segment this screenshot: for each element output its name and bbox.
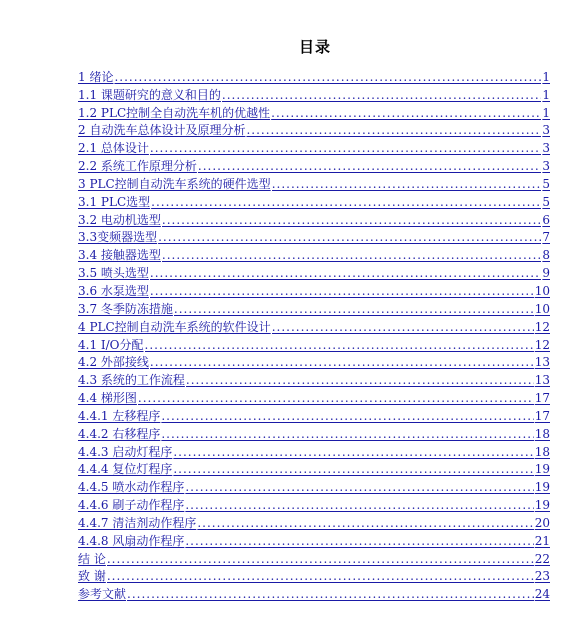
toc-dot-leader [161, 409, 533, 423]
toc-entry-label: 4.4.3 启动灯程序 [78, 444, 173, 459]
toc-entry-page-number: 5 [542, 176, 550, 191]
toc-entry-label: 4.3 系统的工作流程 [78, 373, 185, 388]
toc-entry[interactable] [78, 137, 550, 155]
toc-entry-label: 4.4.5 喷水动作程序 [78, 480, 185, 495]
toc-dot-leader [173, 445, 533, 459]
toc-entry-page-number: 7 [542, 230, 550, 245]
toc-entry-label: 4.4.4 复位灯程序 [78, 462, 173, 477]
toc-entry-label: 参考文献 [78, 587, 127, 602]
toc-entry-page-number: 3 [542, 159, 550, 174]
toc-title: 目录 [298, 38, 331, 56]
toc-entry[interactable] [78, 191, 550, 209]
toc-entry[interactable] [78, 280, 550, 298]
toc-entry[interactable] [78, 102, 550, 120]
toc-entry-page-number: 10 [534, 301, 550, 316]
toc-dot-leader [272, 177, 542, 191]
toc-entry-label: 4 PLC控制自动洗车系统的软件设计 [78, 319, 271, 334]
toc-list [78, 66, 550, 601]
toc-entry[interactable] [78, 369, 550, 387]
toc-entry-page-number: 1 [542, 69, 550, 84]
toc-dot-leader [150, 284, 534, 298]
toc-entry-label: 3.3变频器选型 [78, 230, 158, 245]
toc-dot-leader [150, 355, 534, 369]
toc-entry[interactable] [78, 66, 550, 84]
toc-entry-page-number: 23 [534, 569, 550, 584]
toc-entry-page-number: 1 [542, 105, 550, 120]
toc-entry-page-number: 3 [542, 141, 550, 156]
toc-entry-page-number: 20 [534, 515, 550, 530]
toc-dot-leader [107, 552, 534, 566]
toc-entry-label: 3.7 冬季防冻措施 [78, 301, 173, 316]
toc-entry-label: 结 论 [78, 551, 106, 566]
toc-entry-label: 2.2 系统工作原理分析 [78, 159, 197, 174]
toc-entry-page-number: 6 [542, 212, 550, 227]
toc-dot-leader [114, 70, 541, 84]
toc-dot-leader [271, 106, 541, 120]
toc-entry-label: 3.4 接触器选型 [78, 248, 161, 263]
toc-entry[interactable] [78, 441, 550, 459]
toc-entry-page-number: 24 [534, 587, 550, 602]
toc-entry[interactable] [78, 476, 550, 494]
toc-entry-page-number: 19 [534, 498, 550, 513]
toc-entry[interactable] [78, 352, 550, 370]
toc-entry[interactable] [78, 334, 550, 352]
toc-entry-label: 3.1 PLC选型 [78, 194, 151, 209]
toc-entry-page-number: 1 [542, 87, 550, 102]
toc-dot-leader [150, 141, 541, 155]
toc-entry-label: 4.4.7 清洁剂动作程序 [78, 515, 197, 530]
toc-entry-label: 1.2 PLC控制全自动洗车机的优越性 [78, 105, 271, 120]
toc-entry-label: 4.4 梯形图 [78, 391, 137, 406]
toc-entry[interactable] [78, 244, 550, 262]
toc-entry-label: 4.1 I/O分配 [78, 337, 144, 352]
toc-dot-leader [138, 391, 534, 405]
toc-dot-leader [185, 480, 533, 494]
toc-entry-page-number: 10 [534, 283, 550, 298]
toc-entry-page-number: 9 [542, 266, 550, 281]
toc-entry[interactable] [78, 84, 550, 102]
toc-entry[interactable] [78, 387, 550, 405]
toc-entry-label: 3 PLC控制自动洗车系统的硬件选型 [78, 176, 271, 191]
toc-entry-label: 4.4.8 风扇动作程序 [78, 533, 185, 548]
toc-entry-label: 3.5 喷头选型 [78, 266, 149, 281]
toc-entry[interactable] [78, 120, 550, 138]
toc-dot-leader [174, 302, 534, 316]
toc-entry-page-number: 19 [534, 480, 550, 495]
toc-entry-label: 1 绪论 [78, 69, 114, 84]
toc-entry-label: 1.1 课题研究的意义和目的 [78, 87, 221, 102]
toc-dot-leader [151, 195, 541, 209]
toc-dot-leader [198, 159, 541, 173]
toc-entry-label: 致 谢 [78, 569, 106, 584]
toc-entry[interactable] [78, 530, 550, 548]
toc-dot-leader [173, 462, 533, 476]
toc-dot-leader [162, 248, 541, 262]
toc-entry-label: 2 自动洗车总体设计及原理分析 [78, 123, 246, 138]
toc-entry-page-number: 13 [534, 355, 550, 370]
toc-dot-leader [150, 266, 541, 280]
toc-dot-leader [162, 213, 541, 227]
toc-entry[interactable] [78, 548, 550, 566]
toc-entry[interactable] [78, 227, 550, 245]
toc-dot-leader [107, 569, 534, 583]
toc-entry[interactable] [78, 512, 550, 530]
toc-dot-leader [186, 373, 534, 387]
toc-entry[interactable] [78, 298, 550, 316]
toc-entry[interactable] [78, 583, 550, 601]
toc-entry-page-number: 22 [534, 551, 550, 566]
toc-dot-leader [272, 320, 534, 334]
toc-entry[interactable] [78, 459, 550, 477]
toc-entry[interactable] [78, 262, 550, 280]
toc-entry-label: 4.4.1 左移程序 [78, 408, 161, 423]
toc-entry-page-number: 19 [534, 462, 550, 477]
toc-entry-page-number: 12 [534, 337, 550, 352]
toc-entry[interactable] [78, 494, 550, 512]
toc-entry[interactable] [78, 209, 550, 227]
toc-entry-page-number: 12 [534, 319, 550, 334]
toc-entry-page-number: 18 [534, 426, 550, 441]
toc-entry-page-number: 8 [542, 248, 550, 263]
toc-entry-page-number: 13 [534, 373, 550, 388]
toc-entry[interactable] [78, 405, 550, 423]
toc-entry[interactable] [78, 566, 550, 584]
toc-entry-label: 4.4.2 右移程序 [78, 426, 161, 441]
toc-entry[interactable] [78, 173, 550, 191]
toc-dot-leader [222, 88, 541, 102]
toc-entry-label: 4.4.6 刷子动作程序 [78, 498, 185, 513]
toc-dot-leader [161, 427, 533, 441]
toc-entry[interactable] [78, 423, 550, 441]
toc-entry-page-number: 17 [534, 408, 550, 423]
toc-dot-leader [158, 230, 541, 244]
toc-dot-leader [145, 338, 534, 352]
toc-entry-label: 3.6 水泵选型 [78, 283, 149, 298]
toc-dot-leader [185, 498, 533, 512]
toc-entry-label: 2.1 总体设计 [78, 141, 149, 156]
toc-dot-leader [197, 516, 533, 530]
toc-entry[interactable] [78, 316, 550, 334]
toc-entry-page-number: 17 [534, 391, 550, 406]
toc-entry-label: 3.2 电动机选型 [78, 212, 161, 227]
toc-dot-leader [185, 534, 533, 548]
toc-entry-page-number: 5 [542, 194, 550, 209]
toc-entry[interactable] [78, 155, 550, 173]
toc-entry-page-number: 3 [542, 123, 550, 138]
toc-entry-page-number: 21 [534, 533, 550, 548]
toc-entry-page-number: 18 [534, 444, 550, 459]
toc-dot-leader [246, 123, 541, 137]
toc-entry-label: 4.2 外部接线 [78, 355, 149, 370]
toc-dot-leader [127, 587, 534, 601]
